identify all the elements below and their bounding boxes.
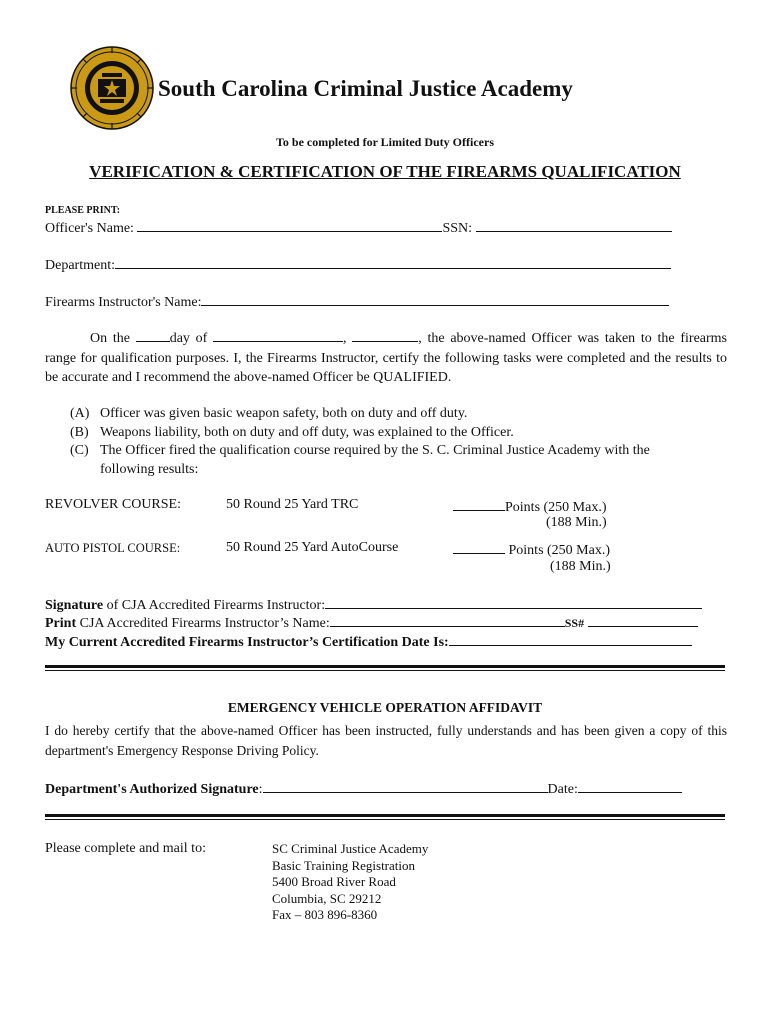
form-heading: VERIFICATION & CERTIFICATION OF THE FIREARMS QUALIFICATION [89, 162, 681, 181]
date-field[interactable] [578, 779, 682, 793]
auto-pistol-min: (188 Min.) [550, 559, 611, 574]
academy-title: South Carolina Criminal Justice Academy [158, 76, 573, 101]
address-line: Basic Training Registration [272, 857, 415, 873]
affidavit-heading: EMERGENCY VEHICLE OPERATION AFFIDAVIT [227, 700, 543, 715]
department-label: Department: [45, 258, 115, 273]
instructor-name-label: Firearms Instructor's Name: [45, 295, 202, 310]
ss-label: SS# [564, 616, 585, 630]
department-field[interactable] [115, 255, 671, 269]
mail-to-label: Please complete and mail to: [45, 841, 206, 856]
instructor-name-row [45, 292, 669, 311]
instructor-signature-field[interactable] [325, 595, 702, 609]
tasks-list [70, 405, 650, 479]
cert-text-on-the: On the [90, 331, 130, 346]
instructor-print-name-row: Print CJA Accredited Firearms Instructor’s Name: SS# [45, 613, 698, 632]
cert-month-field[interactable] [213, 328, 343, 342]
revolver-points-field[interactable] [453, 497, 505, 511]
cert-text-comma: , [343, 331, 347, 346]
ssn-field[interactable] [476, 218, 672, 232]
cert-day-field[interactable] [136, 328, 170, 342]
auto-pistol-course-name: 50 Round 25 Yard AutoCourse [226, 540, 399, 555]
form-subtitle: To be completed for Limited Duty Officers [276, 135, 494, 149]
task-item: (C) The Officer fired the qualification course required by the S. C. Criminal Justice Academy with the [70, 443, 650, 458]
task-item: (A) Officer was given basic weapon safety, both on duty and off duty. [70, 406, 468, 421]
mail-address [272, 841, 428, 924]
revolver-min: (188 Min.) [546, 515, 607, 530]
auto-pistol-points-field[interactable] [453, 540, 505, 554]
address-line: SC Criminal Justice Academy [272, 841, 429, 856]
ssn-label: SSN: [442, 221, 473, 236]
revolver-points-row: Points (250 Max.) [453, 497, 607, 516]
dept-signature-field[interactable] [263, 779, 548, 793]
address-line: 5400 Broad River Road [272, 874, 396, 889]
certification-paragraph [45, 328, 727, 388]
instructor-signature-row: Signature of CJA Accredited Firearms Instructor: [45, 595, 702, 614]
auto-pistol-points-row: Points (250 Max.) [453, 540, 610, 559]
instructor-name-field[interactable] [201, 292, 669, 306]
cert-date-field[interactable] [449, 632, 692, 646]
section-divider-2 [45, 814, 725, 817]
ss-field[interactable] [588, 613, 698, 627]
cert-text-body: , the above-named Officer was taken to the firearms range for qualification purposes. I, the Firearms Instructor, certify the following tasks were completed and the results to be accurate and I recommend the above-named Officer be QUALIFIED. [45, 331, 727, 385]
cert-text-day-of: day of [169, 331, 208, 346]
affidavit-text: I do hereby certify that the above-named Officer has been instructed, fully understands and has been given a copy of this department's Emergency Response Driving Policy. [45, 723, 727, 758]
address-line: Fax – 803 896-8360 [272, 907, 378, 922]
officer-name-field[interactable] [137, 218, 442, 232]
officer-name-row [45, 218, 672, 237]
task-item: (B) Weapons liability, both on duty and off duty, was explained to the Officer. [70, 424, 514, 440]
address-line: Columbia, SC 29212 [272, 890, 382, 906]
cert-date-row: My Current Accredited Firearms Instructor’s Certification Date Is: [45, 632, 692, 651]
revolver-course-name: 50 Round 25 Yard TRC [226, 497, 359, 512]
cert-year-field[interactable] [352, 328, 418, 342]
auto-pistol-course-label: AUTO PISTOL COURSE: [45, 541, 181, 555]
date-label: Date: [547, 782, 578, 797]
dept-signature-row: Department's Authorized Signature: Date: [45, 779, 682, 798]
academy-seal-logo [70, 46, 154, 130]
task-item: following results: [100, 461, 199, 477]
instructor-print-name-field[interactable] [330, 613, 565, 627]
please-print-label: PLEASE PRINT: [45, 205, 121, 216]
dept-signature-label: Department's Authorized Signature [45, 782, 259, 797]
section-divider [45, 665, 725, 668]
revolver-course-label: REVOLVER COURSE: [45, 497, 182, 512]
officer-name-label: Officer's Name: [45, 221, 134, 236]
department-row [45, 255, 671, 274]
